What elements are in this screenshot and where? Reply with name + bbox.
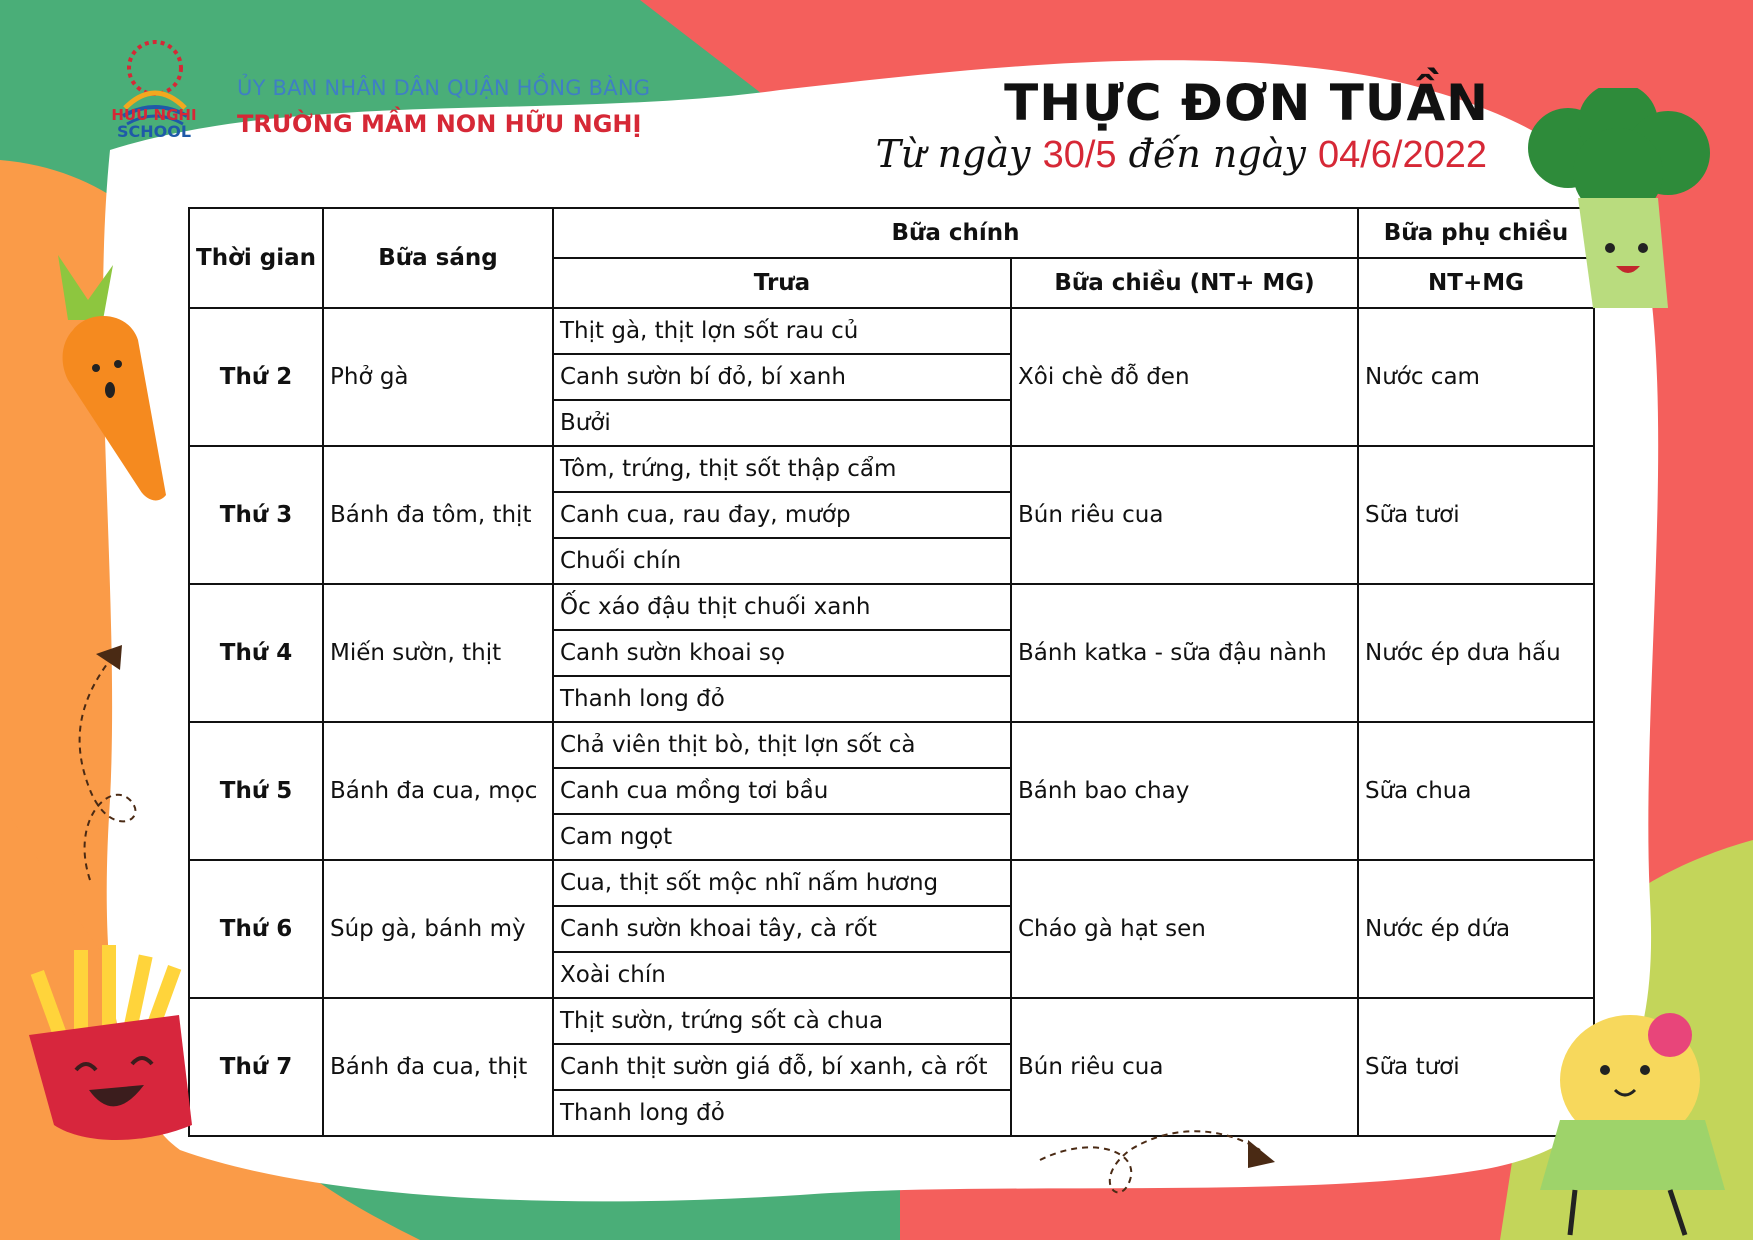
table-row bbox=[189, 584, 1594, 630]
table-row bbox=[189, 998, 1594, 1044]
breakfast-cell: Phở gà bbox=[323, 308, 553, 446]
lunch-item-cell: Canh cua mồng tơi bầu bbox=[553, 768, 1011, 814]
lunch-item-cell: Canh sườn khoai sọ bbox=[553, 630, 1011, 676]
snack-cell: Nước ép dưa hấu bbox=[1358, 584, 1594, 722]
snack-cell: Nước cam bbox=[1358, 308, 1594, 446]
lunch-item-cell: Ốc xáo đậu thịt chuối xanh bbox=[553, 584, 1011, 630]
org-line-1: ỦY BAN NHÂN DÂN QUẬN HỒNG BÀNG bbox=[237, 76, 651, 100]
afternoon-cell: Bún riêu cua bbox=[1011, 446, 1358, 584]
carrot-icon bbox=[18, 250, 168, 510]
date-mid: đến ngày bbox=[1128, 132, 1306, 176]
day-cell: Thứ 3 bbox=[189, 446, 323, 584]
breakfast-cell: Bánh đa tôm, thịt bbox=[323, 446, 553, 584]
page-title: THỰC ĐƠN TUẦN bbox=[1004, 74, 1489, 132]
lunch-item-cell: Cam ngọt bbox=[553, 814, 1011, 860]
snack-cell: Nước ép dứa bbox=[1358, 860, 1594, 998]
lunch-item-cell: Thanh long đỏ bbox=[553, 1090, 1011, 1136]
lunch-item-cell: Chuối chín bbox=[553, 538, 1011, 584]
day-cell: Thứ 2 bbox=[189, 308, 323, 446]
date-range bbox=[876, 132, 1487, 177]
table-row bbox=[189, 308, 1594, 354]
logo-text-school: SCHOOL bbox=[116, 122, 192, 141]
lunch-item-cell: Tôm, trứng, thịt sốt thập cẩm bbox=[553, 446, 1011, 492]
date-prefix: Từ ngày bbox=[875, 132, 1031, 176]
afternoon-cell: Cháo gà hạt sen bbox=[1011, 860, 1358, 998]
broccoli-icon bbox=[1518, 88, 1728, 318]
date-to: 04/6/2022 bbox=[1317, 134, 1487, 176]
day-cell: Thứ 6 bbox=[189, 860, 323, 998]
lunch-item-cell: Thịt gà, thịt lợn sốt rau củ bbox=[553, 308, 1011, 354]
dashed-arrow-icon bbox=[50, 640, 160, 890]
lunch-item-cell: Chả viên thịt bò, thịt lợn sốt cà bbox=[553, 722, 1011, 768]
menu-table bbox=[188, 207, 1595, 1137]
menu-body bbox=[189, 308, 1594, 1136]
lunch-item-cell: Bưởi bbox=[553, 400, 1011, 446]
logo-text-huu-nghi: HUU NGHI bbox=[111, 106, 197, 124]
table-row bbox=[189, 446, 1594, 492]
snack-cell: Sữa tươi bbox=[1358, 998, 1594, 1136]
lunch-item-cell: Cua, thịt sốt mộc nhĩ nấm hương bbox=[553, 860, 1011, 906]
afternoon-cell: Xôi chè đỗ đen bbox=[1011, 308, 1358, 446]
afternoon-cell: Bánh bao chay bbox=[1011, 722, 1358, 860]
lunch-item-cell: Xoài chín bbox=[553, 952, 1011, 998]
fries-icon bbox=[14, 940, 204, 1150]
breakfast-cell: Súp gà, bánh mỳ bbox=[323, 860, 553, 998]
day-cell: Thứ 4 bbox=[189, 584, 323, 722]
afternoon-cell: Bánh katka - sữa đậu nành bbox=[1011, 584, 1358, 722]
header-time: Thời gian bbox=[189, 208, 323, 308]
day-cell: Thứ 7 bbox=[189, 998, 323, 1136]
header-afternoon: Bữa chiều (NT+ MG) bbox=[1011, 258, 1358, 308]
lunch-item-cell: Canh sườn bí đỏ, bí xanh bbox=[553, 354, 1011, 400]
lunch-item-cell: Canh sườn khoai tây, cà rốt bbox=[553, 906, 1011, 952]
lemon-girl-icon bbox=[1520, 990, 1750, 1240]
table-row bbox=[189, 722, 1594, 768]
snack-cell: Sữa chua bbox=[1358, 722, 1594, 860]
header-snack-sub: NT+MG bbox=[1358, 258, 1594, 308]
header-main-meal: Bữa chính bbox=[553, 208, 1358, 258]
dashed-arrow-icon-2 bbox=[1030, 1120, 1280, 1220]
breakfast-cell: Bánh đa cua, thịt bbox=[323, 998, 553, 1136]
breakfast-cell: Bánh đa cua, mọc bbox=[323, 722, 553, 860]
snack-cell: Sữa tươi bbox=[1358, 446, 1594, 584]
lunch-item-cell: Thanh long đỏ bbox=[553, 676, 1011, 722]
date-from: 30/5 bbox=[1042, 134, 1117, 176]
afternoon-cell: Bún riêu cua bbox=[1011, 998, 1358, 1136]
header-snack: Bữa phụ chiều bbox=[1358, 208, 1594, 258]
lunch-item-cell: Thịt sườn, trứng sốt cà chua bbox=[553, 998, 1011, 1044]
breakfast-cell: Miến sườn, thịt bbox=[323, 584, 553, 722]
day-cell: Thứ 5 bbox=[189, 722, 323, 860]
org-line-2: TRƯỜNG MẦM NON HỮU NGHỊ bbox=[237, 110, 642, 138]
header-lunch: Trưa bbox=[553, 258, 1011, 308]
header-breakfast: Bữa sáng bbox=[323, 208, 553, 308]
lunch-item-cell: Canh cua, rau đay, mướp bbox=[553, 492, 1011, 538]
lunch-item-cell: Canh thịt sườn giá đỗ, bí xanh, cà rốt bbox=[553, 1044, 1011, 1090]
table-row bbox=[189, 860, 1594, 906]
